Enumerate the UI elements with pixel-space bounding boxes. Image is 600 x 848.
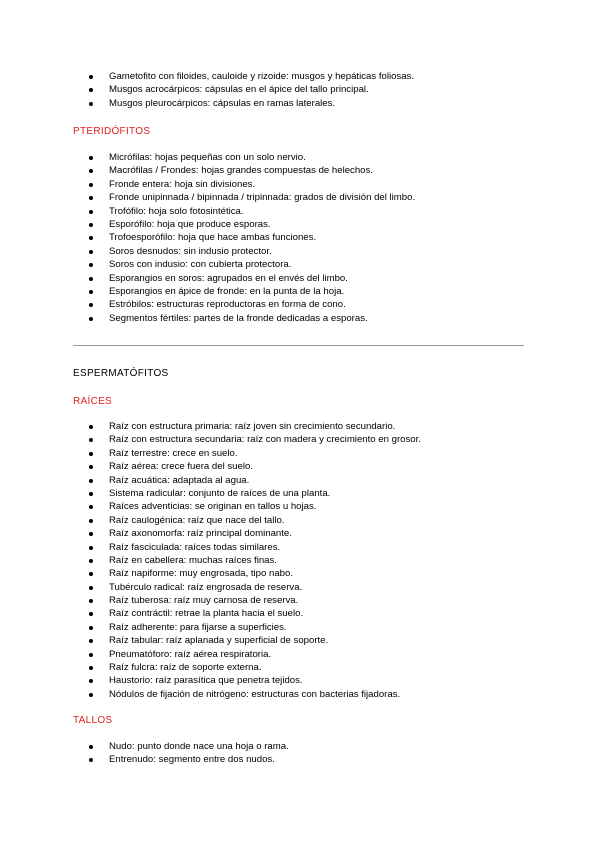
- list-item: [0, 500, 600, 513]
- list-item-text: Raíz tuberosa: raíz muy carnosa de reserva.: [109, 595, 299, 607]
- list-item-text: Raíz acuática: adaptada al agua.: [109, 474, 250, 486]
- heading-espermatofitos: ESPERMATÓFITOS: [73, 368, 169, 379]
- bullet-icon: [89, 546, 93, 550]
- list-item-text: Raíz caulogénica: raíz que nace del tallo.: [109, 514, 285, 526]
- bullet-icon: [89, 250, 93, 254]
- list-item-text: Raíces adventicias: se originan en tallos u hojas.: [109, 501, 317, 513]
- bullet-icon: [89, 277, 93, 281]
- list-item: [0, 740, 600, 753]
- list-item: [0, 285, 600, 298]
- list-item: [0, 83, 600, 96]
- list-item: [0, 258, 600, 271]
- pteridofitos-list: [0, 151, 600, 325]
- list-item: [0, 178, 600, 191]
- bullet-icon: [89, 438, 93, 442]
- list-item-text: Raíz con estructura secundaria: raíz con madera y crecimiento en grosor.: [109, 434, 421, 446]
- bullet-icon: [89, 639, 93, 643]
- list-item: [0, 298, 600, 311]
- list-item: [0, 447, 600, 460]
- bullet-icon: [89, 183, 93, 187]
- list-item-text: Esporangios en ápice de fronde: en la punta de la hoja.: [109, 285, 345, 297]
- tallos-list: [0, 740, 600, 767]
- list-item: [0, 674, 600, 687]
- list-item: [0, 70, 600, 83]
- list-item: [0, 688, 600, 701]
- list-item: [0, 205, 600, 218]
- bullet-icon: [89, 505, 93, 509]
- list-item-text: Musgos acrocárpicos: cápsulas en el ápice del tallo principal.: [109, 84, 369, 96]
- list-item: [0, 514, 600, 527]
- bullet-icon: [89, 492, 93, 496]
- heading-tallos: TALLOS: [73, 715, 113, 726]
- bullet-icon: [89, 465, 93, 469]
- bullet-icon: [89, 452, 93, 456]
- list-item: [0, 621, 600, 634]
- list-item-text: Fronde unipinnada / bipinnada / tripinnada: grados de división del limbo.: [109, 192, 416, 204]
- list-item: [0, 527, 600, 540]
- list-item-text: Estróbilos: estructuras reproductoras en forma de cono.: [109, 299, 346, 311]
- bullet-icon: [89, 599, 93, 603]
- list-item-text: Soros con indusio: con cubierta protectora.: [109, 259, 292, 271]
- list-item-text: Musgos pleurocárpicos: cápsulas en ramas laterales.: [109, 97, 336, 109]
- list-item: [0, 661, 600, 674]
- list-item-text: Esporófilo: hoja que produce esporas.: [109, 218, 271, 230]
- list-item-text: Fronde entera: hoja sin divisiones.: [109, 178, 256, 190]
- bullet-icon: [89, 102, 93, 106]
- bullet-icon: [89, 425, 93, 429]
- list-item: [0, 231, 600, 244]
- list-item: [0, 634, 600, 647]
- raices-list: [0, 420, 600, 701]
- bullet-icon: [89, 693, 93, 697]
- list-item-text: Macrófilas / Frondes: hojas grandes compuestas de helechos.: [109, 165, 373, 177]
- list-item: [0, 97, 600, 110]
- bullet-icon: [89, 758, 93, 762]
- bullet-icon: [89, 303, 93, 307]
- list-item: [0, 460, 600, 473]
- bullet-icon: [89, 196, 93, 200]
- bullet-icon: [89, 263, 93, 267]
- section-divider: [73, 345, 524, 346]
- list-item: [0, 487, 600, 500]
- list-item: [0, 541, 600, 554]
- list-item: [0, 218, 600, 231]
- list-item: [0, 245, 600, 258]
- list-item-text: Pneumatóforo: raíz aérea respiratoria.: [109, 648, 272, 660]
- bullet-icon: [89, 653, 93, 657]
- list-item-text: Soros desnudos: sin indusio protector.: [109, 245, 272, 257]
- list-item-text: Gametofito con filoides, cauloide y rizoide: musgos y hepáticas foliosas.: [109, 71, 415, 82]
- bullet-icon: [89, 317, 93, 321]
- list-item-text: Tubérculo radical: raíz engrosada de reserva.: [109, 581, 303, 593]
- bullet-icon: [89, 626, 93, 630]
- list-item-text: Raíz fasciculada: raíces todas similares.: [109, 541, 281, 553]
- list-item: [0, 164, 600, 177]
- bullet-icon: [89, 532, 93, 536]
- heading-pteridofitos: PTERIDÓFITOS: [73, 126, 151, 137]
- bullet-icon: [89, 559, 93, 563]
- heading-raices: RAÍCES: [73, 396, 113, 407]
- list-item-text: Raíz fulcra: raíz de soporte externa.: [109, 662, 262, 674]
- bullet-icon: [89, 519, 93, 523]
- list-item: [0, 191, 600, 204]
- list-item: [0, 474, 600, 487]
- list-item-text: Raíz contráctil: retrae la planta hacia el suelo.: [109, 608, 304, 620]
- bullet-icon: [89, 169, 93, 173]
- list-item-text: Raíz terrestre: crece en suelo.: [109, 447, 238, 459]
- list-item: [0, 607, 600, 620]
- intro-list: [0, 70, 600, 110]
- list-item: [0, 272, 600, 285]
- list-item-text: Segmentos fértiles: partes de la fronde dedicadas a esporas.: [109, 312, 368, 324]
- list-item: [0, 648, 600, 661]
- bullet-icon: [89, 75, 93, 79]
- list-item: [0, 151, 600, 164]
- bullet-icon: [89, 612, 93, 616]
- list-item: [0, 433, 600, 446]
- list-item-text: Sistema radicular: conjunto de raíces de una planta.: [109, 487, 331, 499]
- list-item-text: Entrenudo: segmento entre dos nudos.: [109, 754, 275, 766]
- bullet-icon: [89, 572, 93, 576]
- list-item-text: Raíz axonomorfa: raíz principal dominante.: [109, 528, 292, 540]
- bullet-icon: [89, 210, 93, 214]
- bullet-icon: [89, 679, 93, 683]
- list-item-text: Haustorio: raíz parasítica que penetra tejidos.: [109, 675, 303, 687]
- bullet-icon: [89, 236, 93, 240]
- bullet-icon: [89, 88, 93, 92]
- bullet-icon: [89, 586, 93, 590]
- bullet-icon: [89, 666, 93, 670]
- list-item: [0, 581, 600, 594]
- list-item-text: Trofoesporófilo: hoja que hace ambas funciones.: [109, 232, 317, 244]
- list-item-text: Raíz en cabellera: muchas raíces finas.: [109, 554, 277, 566]
- list-item-text: Raíz napiforme: muy engrosada, tipo nabo.: [109, 568, 293, 580]
- bullet-icon: [89, 479, 93, 483]
- list-item: [0, 594, 600, 607]
- list-item-text: Raíz tabular: raíz aplanada y superficial de soporte.: [109, 635, 329, 647]
- list-item-text: Nudo: punto donde nace una hoja o rama.: [109, 741, 289, 752]
- list-item: [0, 567, 600, 580]
- list-item: [0, 420, 600, 433]
- bullet-icon: [89, 745, 93, 749]
- list-item-text: Raíz con estructura primaria: raíz joven sin crecimiento secundario.: [109, 421, 396, 432]
- list-item: [0, 554, 600, 567]
- list-item-text: Raíz adherente: para fijarse a superficies.: [109, 621, 287, 633]
- list-item: [0, 312, 600, 325]
- list-item-text: Esporangios en soros: agrupados en el envés del limbo.: [109, 272, 348, 284]
- list-item-text: Trofófilo: hoja solo fotosintética.: [109, 205, 244, 217]
- list-item-text: Nódulos de fijación de nitrógeno: estructuras con bacterias fijadoras.: [109, 688, 401, 700]
- bullet-icon: [89, 290, 93, 294]
- bullet-icon: [89, 223, 93, 227]
- list-item-text: Micrófilas: hojas pequeñas con un solo nervio.: [109, 152, 306, 163]
- list-item-text: Raíz aérea: crece fuera del suelo.: [109, 461, 253, 473]
- bullet-icon: [89, 156, 93, 160]
- list-item: [0, 753, 600, 766]
